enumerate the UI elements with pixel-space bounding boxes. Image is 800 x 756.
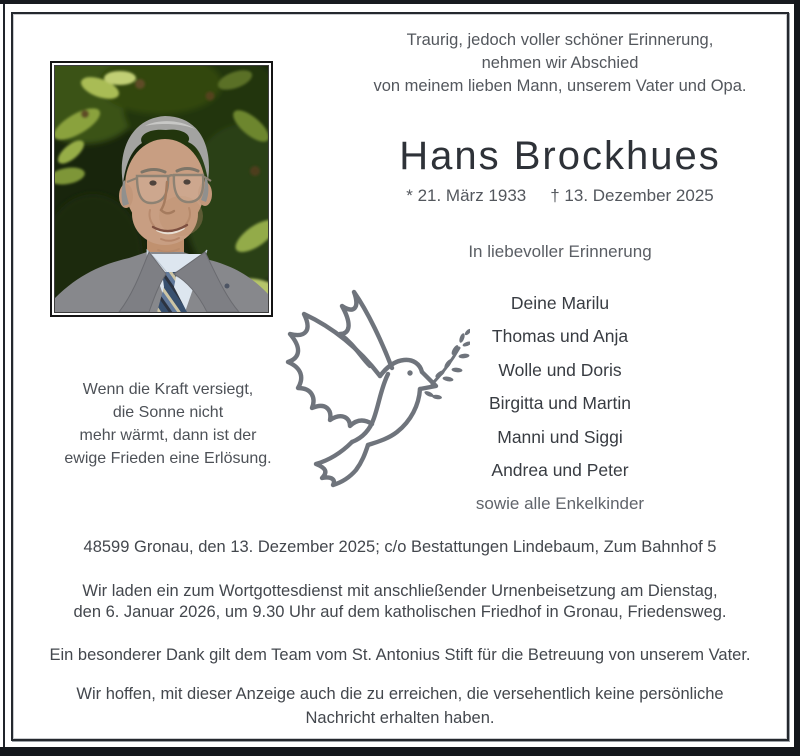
birth-date: * 21. März 1933	[406, 186, 527, 205]
closing-line: Nachricht erhalten haben.	[305, 709, 495, 727]
mourner-name: Deine Marilu	[510, 293, 610, 313]
scan-edge-top	[0, 0, 800, 4]
mourner-name: Thomas und Anja	[491, 326, 629, 347]
poem-line: ewige Frieden eine Erlösung.	[64, 450, 272, 467]
address-date-line: 48599 Gronau, den 13. Dezember 2025; c/o Bestattungen Lindebaum, Zum Bahnhof 5	[83, 538, 717, 556]
life-dates	[330, 186, 790, 206]
scan-edge-left	[3, 4, 5, 747]
closing-line: Wir hoffen, mit dieser Anzeige auch die zu erreichen, die versehentlich keine persönliche	[76, 685, 724, 703]
deceased-name: Hans Brockhues	[399, 134, 721, 178]
portrait-photo-image	[55, 66, 268, 312]
mourners-suffix: sowie alle Enkelkinder	[475, 494, 645, 514]
mourner-name: Birgitta und Martin	[488, 393, 631, 414]
service-line: den 6. Januar 2026, um 9.30 Uhr auf dem katholischen Friedhof in Gronau, Friedensweg.	[73, 603, 727, 621]
service-line: Wir laden ein zum Wortgottesdienst mit anschließender Urnenbeisetzung am Dienstag,	[82, 582, 718, 600]
death-date: † 13. Dezember 2025	[550, 186, 714, 205]
intro-line: nehmen wir Abschied	[481, 54, 639, 72]
mourner-name: Andrea und Peter	[491, 460, 629, 481]
poem-line: die Sonne nicht	[112, 404, 224, 421]
mourner-name: Wolle und Doris	[498, 359, 622, 380]
dove-olive-branch-icon	[278, 284, 470, 488]
funeral-service-info	[16, 581, 784, 623]
poem-line: mehr wärmt, dann ist der	[79, 427, 257, 444]
intro-line: Traurig, jedoch voller schöner Erinnerung,	[406, 31, 714, 49]
intro-line: von meinem lieben Mann, unserem Vater und Opa.	[373, 77, 747, 95]
condolence-poem	[28, 378, 308, 470]
intro-text	[300, 29, 800, 98]
portrait-photo	[50, 61, 273, 317]
scan-edge-bottom	[0, 747, 800, 756]
remembrance-line: In liebevoller Erinnerung	[468, 242, 652, 261]
mourner-name: Manni und Siggi	[497, 426, 623, 447]
closing-note	[16, 682, 784, 730]
poem-line: Wenn die Kraft versiegt,	[82, 381, 254, 398]
scan-edge-right	[794, 0, 800, 756]
thanks-line: Ein besonderer Dank gilt dem Team vom St. Antonius Stift für die Betreuung von unserem Vater.	[49, 646, 751, 664]
